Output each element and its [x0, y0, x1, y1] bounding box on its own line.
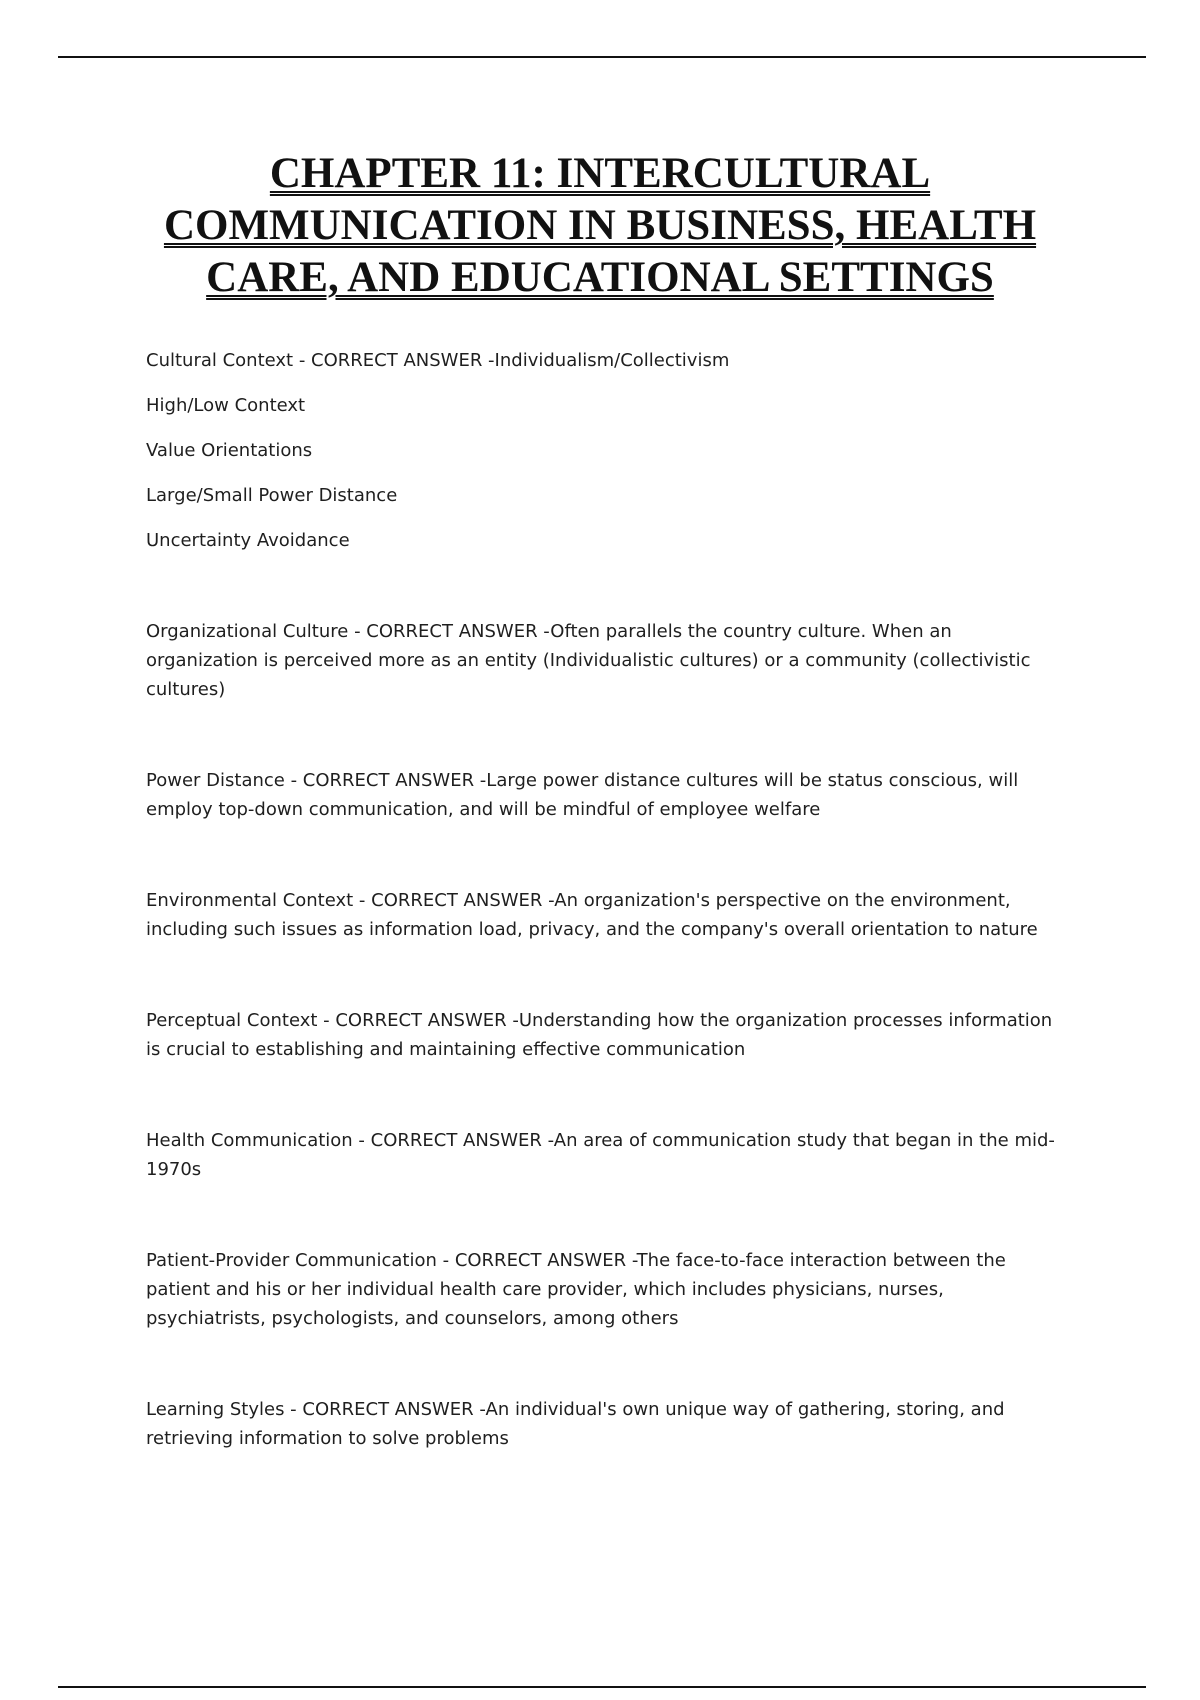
flashcard-health-communication: Health Communication - CORRECT ANSWER -An area of communication study that began in the mid-1970s: [146, 1130, 1055, 1180]
title-line: COMMUNICATION IN BUSINESS, HEALTH: [163, 202, 1037, 249]
cultural-context-item: Value Orientations: [146, 440, 313, 461]
title-line: CHAPTER 11: INTERCULTURAL: [269, 150, 931, 197]
flashcard-content: [146, 346, 1066, 1453]
page-title: [100, 148, 1100, 304]
cultural-context-item: Large/Small Power Distance: [146, 485, 398, 506]
cultural-context-item: Uncertainty Avoidance: [146, 530, 350, 551]
flashcard-power-distance: Power Distance - CORRECT ANSWER -Large power distance cultures will be status conscious, will employ top-down communication, and will be mindful of employee welfare: [146, 770, 1019, 820]
bottom-rule: [58, 1686, 1146, 1688]
title-line: CARE, AND EDUCATIONAL SETTINGS: [206, 254, 994, 301]
flashcard-learning-styles: Learning Styles - CORRECT ANSWER -An individual's own unique way of gathering, storing, and retrieving information to solve problems: [146, 1399, 1005, 1449]
cultural-context-item: Cultural Context - CORRECT ANSWER -Individualism/Collectivism: [146, 350, 730, 371]
flashcard-environmental-context: Environmental Context - CORRECT ANSWER -An organization's perspective on the environment, including such issues as information load, privacy, and the company's overall orientation to nature: [146, 890, 1038, 940]
cultural-context-item: High/Low Context: [146, 395, 306, 416]
flashcard-patient-provider-communication: Patient-Provider Communication - CORRECT ANSWER -The face-to-face interaction between the patient and his or her individual health care provider, which includes physicians, nurses, psychiatrists, psychologists, and counselors, among others: [146, 1250, 1006, 1329]
top-rule: [58, 56, 1146, 58]
flashcard-perceptual-context: Perceptual Context - CORRECT ANSWER -Understanding how the organization processes information is crucial to establishing and maintaining effective communication: [146, 1010, 1053, 1060]
flashcard-organizational-culture: Organizational Culture - CORRECT ANSWER -Often parallels the country culture. When an organization is perceived more as an entity (Individualistic cultures) or a community (collectivistic cultures): [146, 621, 1031, 700]
cultural-context-list: [146, 346, 1066, 555]
